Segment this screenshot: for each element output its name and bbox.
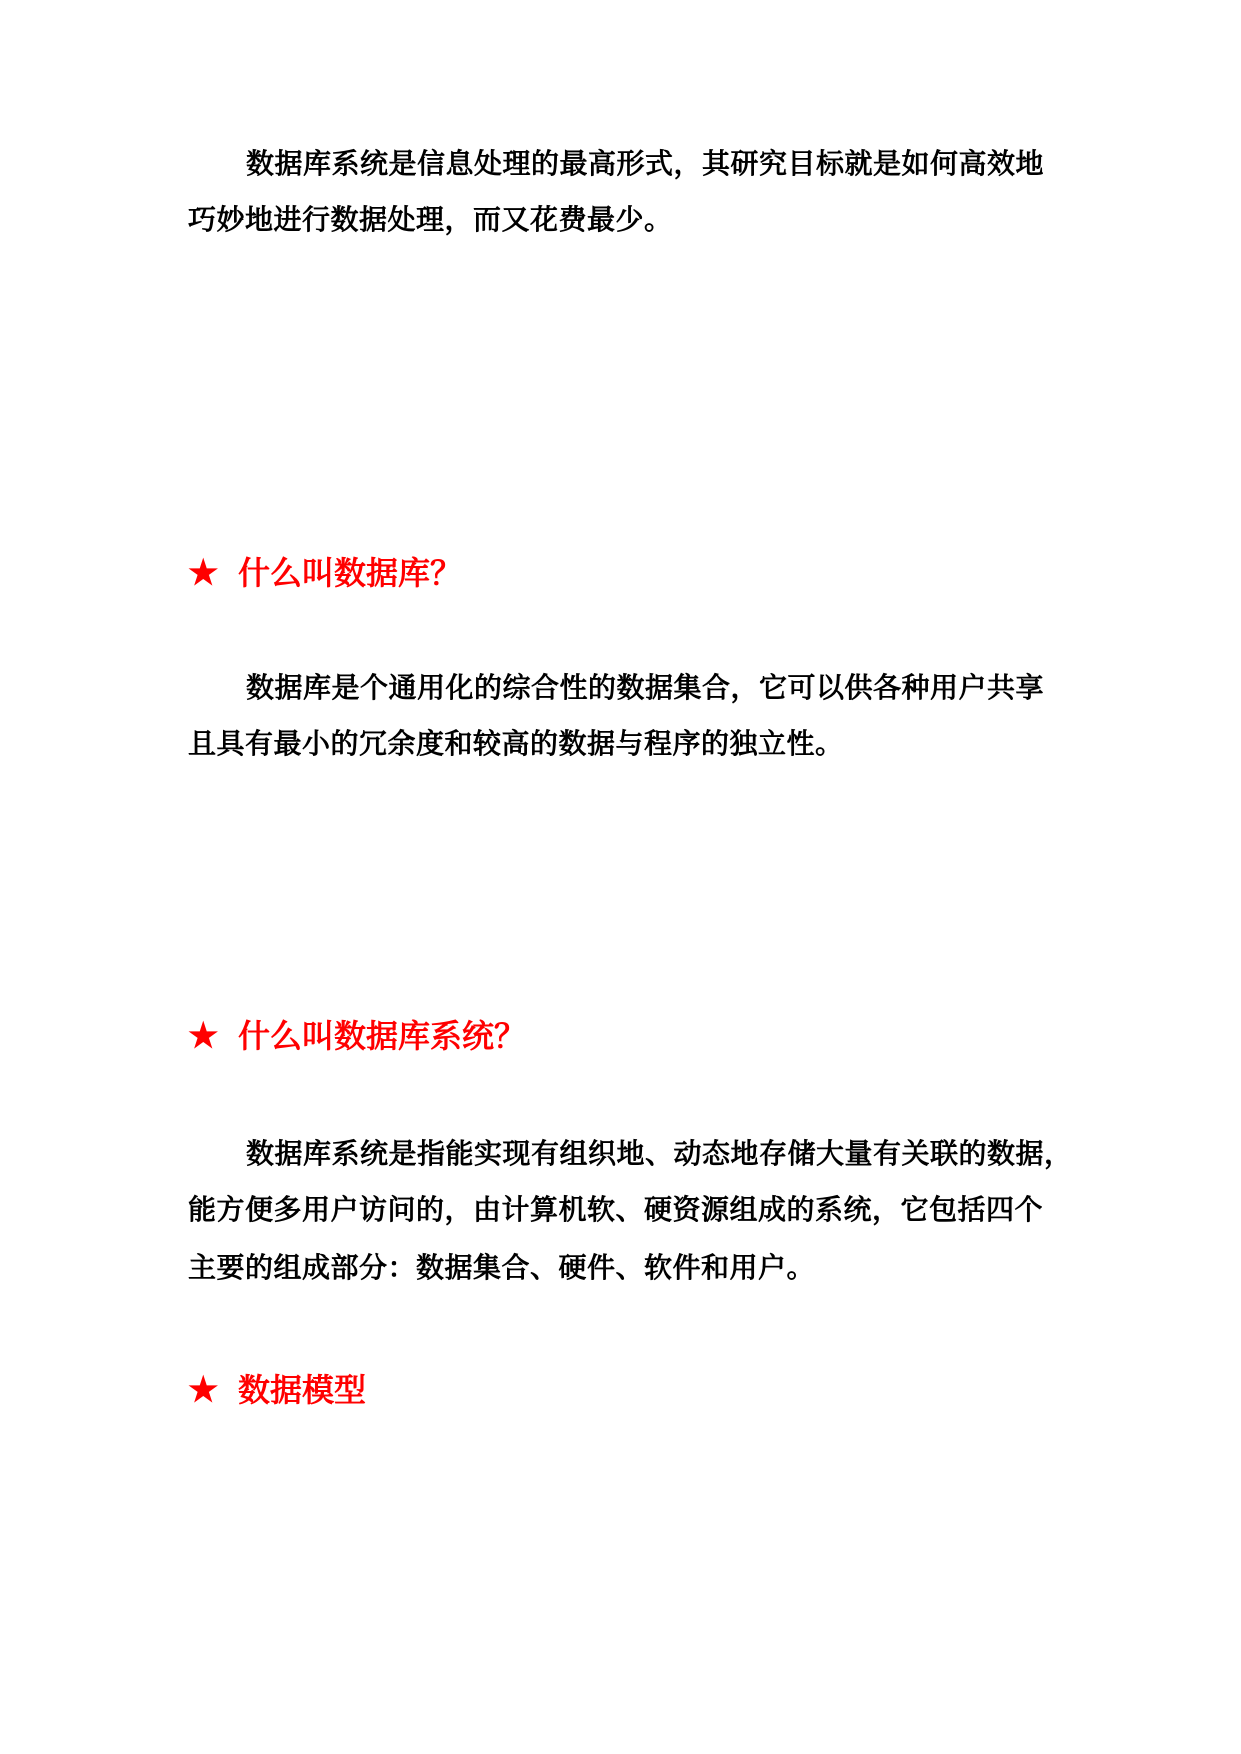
intro-line-2: 巧妙地进行数据处理，而又花费最少。 — [188, 203, 673, 236]
section-heading-database — [188, 553, 462, 593]
section-heading-database-system-text: 什么叫数据库系统？ — [238, 1017, 527, 1055]
star-icon: ★ — [188, 1016, 219, 1056]
database-system-def-line-2: 能方便多用户访问的，由计算机软、硬资源组成的系统，它包括四个 — [188, 1193, 1044, 1226]
section-heading-data-model — [188, 1370, 366, 1410]
database-def-line-2: 且具有最小的冗余度和较高的数据与程序的独立性。 — [188, 727, 844, 760]
database-def-line-1: 数据库是个通用化的综合性的数据集合，它可以供各种用户共享 — [246, 671, 1045, 704]
section-heading-database-text: 什么叫数据库？ — [238, 554, 463, 592]
database-system-def-line-1: 数据库系统是指能实现有组织地、动态地存储大量有关联的数据， — [246, 1137, 1073, 1170]
star-icon: ★ — [188, 1370, 219, 1410]
intro-line-1: 数据库系统是信息处理的最高形式，其研究目标就是如何高效地 — [246, 147, 1045, 180]
section-heading-database-system — [188, 1016, 526, 1056]
section-heading-data-model-text: 数据模型 — [238, 1371, 367, 1409]
star-icon: ★ — [188, 553, 219, 593]
database-system-def-line-3: 主要的组成部分：数据集合、硬件、软件和用户。 — [188, 1251, 816, 1284]
